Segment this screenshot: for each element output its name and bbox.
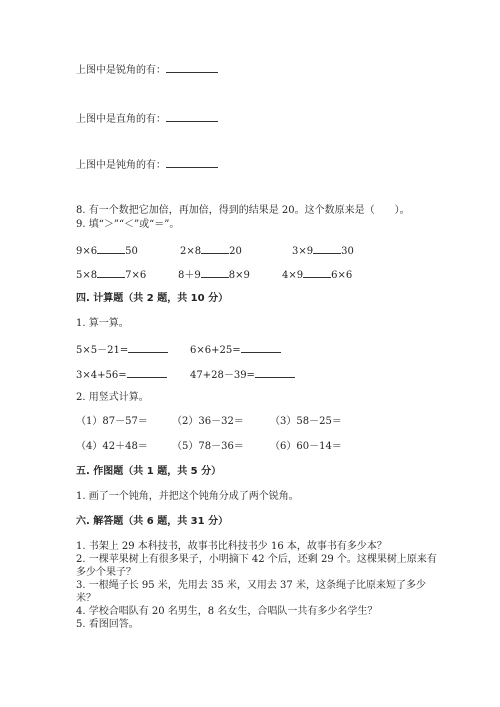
vertical-calc-item: （1）87－57＝ <box>76 416 148 427</box>
vertical-calc-item: （6）60－14＝ <box>270 441 342 452</box>
calc-expression: 5×5－21= <box>76 345 129 356</box>
compare-left: 3×9 <box>292 246 314 257</box>
section-5-title: 五. 作图题（共 1 题，共 5 分） <box>76 466 222 477</box>
compare-item <box>178 267 250 282</box>
compare-left: 9×6 <box>76 246 98 257</box>
acute-answer-line <box>76 62 218 77</box>
compare-item <box>292 243 354 258</box>
section-4-title: 四. 计算题（共 2 题，共 10 分） <box>76 293 229 304</box>
obtuse-blank[interactable] <box>166 157 218 168</box>
calc-blank[interactable] <box>241 342 281 353</box>
vertical-calc-item: （3）58－25＝ <box>270 416 342 427</box>
question-9: 9. 填“＞”“＜”或“＝”。 <box>76 219 180 230</box>
vertical-calc-item: （2）36－32＝ <box>172 416 244 427</box>
calc-expression: 3×4+56= <box>76 370 127 381</box>
calc-blank[interactable] <box>128 342 168 353</box>
compare-right: 30 <box>341 246 354 257</box>
compare-item <box>180 243 242 258</box>
right-blank[interactable] <box>166 111 218 122</box>
question-8: 8. 有一个数把它加倍，再加倍，得到的结果是 20。这个数原来是（ ）。 <box>76 205 410 216</box>
vertical-calc-item: （4）42＋48＝ <box>76 441 148 452</box>
calc-blank[interactable] <box>255 367 295 378</box>
sec4-question-1: 1. 算一算。 <box>76 318 129 329</box>
compare-left: 4×9 <box>282 270 304 281</box>
calc-expression: 47+28－39= <box>190 370 255 381</box>
compare-blank[interactable] <box>201 267 229 278</box>
compare-right: 7×6 <box>125 270 147 281</box>
compare-blank[interactable] <box>97 267 125 278</box>
compare-right: 50 <box>125 246 138 257</box>
sec6-question-5: 5. 看图回答。 <box>76 619 139 630</box>
acute-label: 上图中是锐角的有： <box>76 65 166 76</box>
vertical-calc-item: （5）78－36＝ <box>172 441 244 452</box>
compare-right: 8×9 <box>228 270 250 281</box>
sec4-question-2: 2. 用竖式计算。 <box>76 392 149 403</box>
sec6-question-2-line-1: 2. 一棵苹果树上有很多果子，小明摘下 42 个后，还剩 29 个。这棵果树上原来有 <box>76 554 437 565</box>
compare-blank[interactable] <box>201 243 229 254</box>
compare-blank[interactable] <box>97 243 125 254</box>
sec6-question-3-line-1: 3. 一根绳子长 95 米，先用去 35 米，又用去 37 米，这条绳子比原来短了多少 <box>76 580 426 591</box>
calc-item <box>190 367 295 382</box>
sec5-question-1: 1. 画了一个钝角，并把这个钝角分成了两个锐角。 <box>76 491 299 502</box>
compare-item <box>76 243 138 258</box>
compare-left: 5×8 <box>76 270 98 281</box>
compare-blank[interactable] <box>313 243 341 254</box>
compare-left: 2×8 <box>180 246 202 257</box>
compare-item <box>76 267 146 282</box>
calc-expression: 6×6+25= <box>190 345 241 356</box>
compare-item <box>282 267 352 282</box>
sec6-question-1: 1. 书架上 29 本科技书，故事书比科技书少 16 本，故事书有多少本？ <box>76 541 387 552</box>
calc-blank[interactable] <box>127 367 167 378</box>
sec6-question-3-line-2: 米？ <box>76 593 96 604</box>
obtuse-label: 上图中是钝角的有： <box>76 160 166 171</box>
compare-right: 20 <box>229 246 242 257</box>
section-6-title: 六. 解答题（共 6 题，共 31 分） <box>76 516 229 527</box>
calc-item <box>190 342 281 357</box>
sec6-question-4: 4. 学校合唱队有 20 名男生，8 名女生，合唱队一共有多少名学生？ <box>76 606 378 617</box>
compare-left: 8＋9 <box>178 270 201 281</box>
compare-blank[interactable] <box>303 267 331 278</box>
calc-item <box>76 367 167 382</box>
compare-right: 6×6 <box>331 270 353 281</box>
acute-blank[interactable] <box>166 62 218 73</box>
right-label: 上图中是直角的有： <box>76 114 166 125</box>
obtuse-answer-line <box>76 157 218 172</box>
calc-item <box>76 342 168 357</box>
right-answer-line <box>76 111 218 126</box>
sec6-question-2-line-2: 多少个果子？ <box>76 567 136 578</box>
